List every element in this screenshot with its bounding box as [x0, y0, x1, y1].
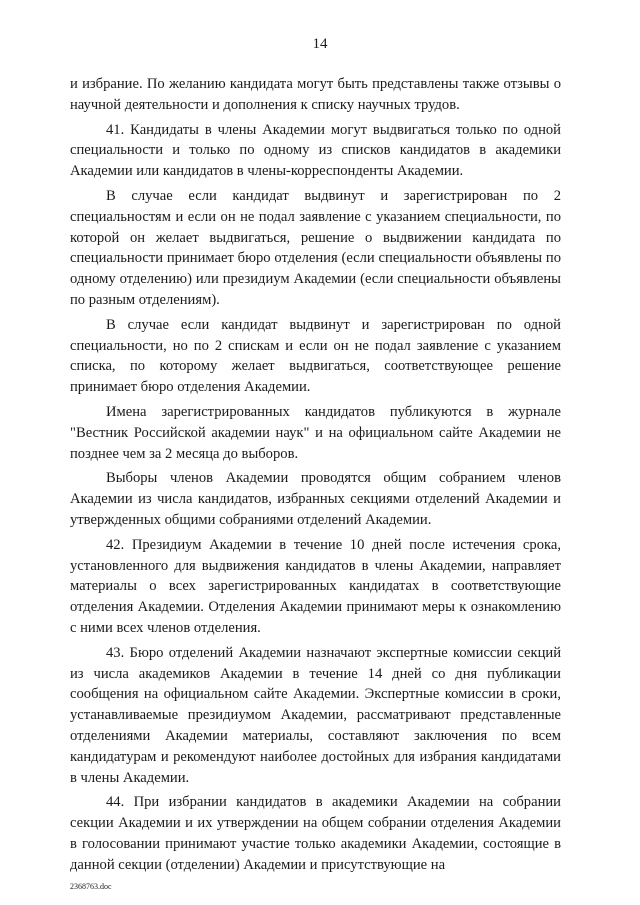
paragraph-41-elections: Выборы членов Академии проводятся общим собранием членов Академии из числа кандидатов, избранных секциями отделений Академии и утвержденных общими собраниями отделений Академии.	[70, 470, 561, 528]
footer-filename: 2368763.doc	[70, 882, 112, 891]
page-number: 14	[312, 36, 328, 52]
paragraph-41-publication: Имена зарегистрированных кандидатов публикуются в журнале "Вестник Российской академии наук" и на официальном сайте Академии не позднее чем за 2 месяца до выборов.	[70, 403, 561, 462]
paragraph-continuation: и избрание. По желанию кандидата могут быть представлены также отзывы о научной деятельности и дополнения к списку научных трудов.	[70, 76, 561, 113]
paragraph-41-case-lists: В случае если кандидат выдвинут и зарегистрирован по одной специальности, но по 2 спискам и если он не подал заявление с указанием списка, по которому желает выдвигаться, соответствующее решение принимает бюро отделения Академии.	[70, 316, 561, 396]
paragraph-44: 44. При избрании кандидатов в академики Академии на собрании секции Академии и их утверждении на общем собрании отделения Академии в голосовании принимают участие только академики Академии, состоящие в данной секции (отделении) Академии и присутствующие на	[70, 794, 561, 873]
paragraph-41-case-specialties: В случае если кандидат выдвинут и зарегистрирован по 2 специальностям и если он не подал заявление с указанием специальности, по которой он желает выдвигаться, решение о выдвижении кандидата по специальности принимает бюро отделения (если специальности объявлены по одному отделению) или президиум Академии (если специальности объявлены по разным отделениям).	[70, 187, 561, 308]
document-body	[70, 74, 561, 879]
paragraph-43: 43. Бюро отделений Академии назначают экспертные комиссии секций из числа академиков Академии в течение 14 дней со дня публикации сообщения на официальном сайте Академии. Экспертные комиссии в сроки, устанавливаемые президиумом Академии, рассматривают представленные отделениями Академии материалы, составляют заключения по всем кандидатурам и рекомендуют наиболее достойных для избрания кандидатами в члены Академии.	[70, 644, 561, 786]
paragraph-42: 42. Президиум Академии в течение 10 дней после истечения срока, установленного для выдвижения кандидатов в члены Академии, направляет материалы о всех зарегистрированных кандидатах в соответствующие отделения Академии. Отделения Академии принимают меры к ознакомлению с ними всех членов отделения.	[70, 536, 561, 636]
paragraph-41: 41. Кандидаты в члены Академии могут выдвигаться только по одной специальности и только по одному из списков кандидатов в академики Академии или кандидатов в члены-корреспонденты Академии.	[70, 121, 561, 180]
